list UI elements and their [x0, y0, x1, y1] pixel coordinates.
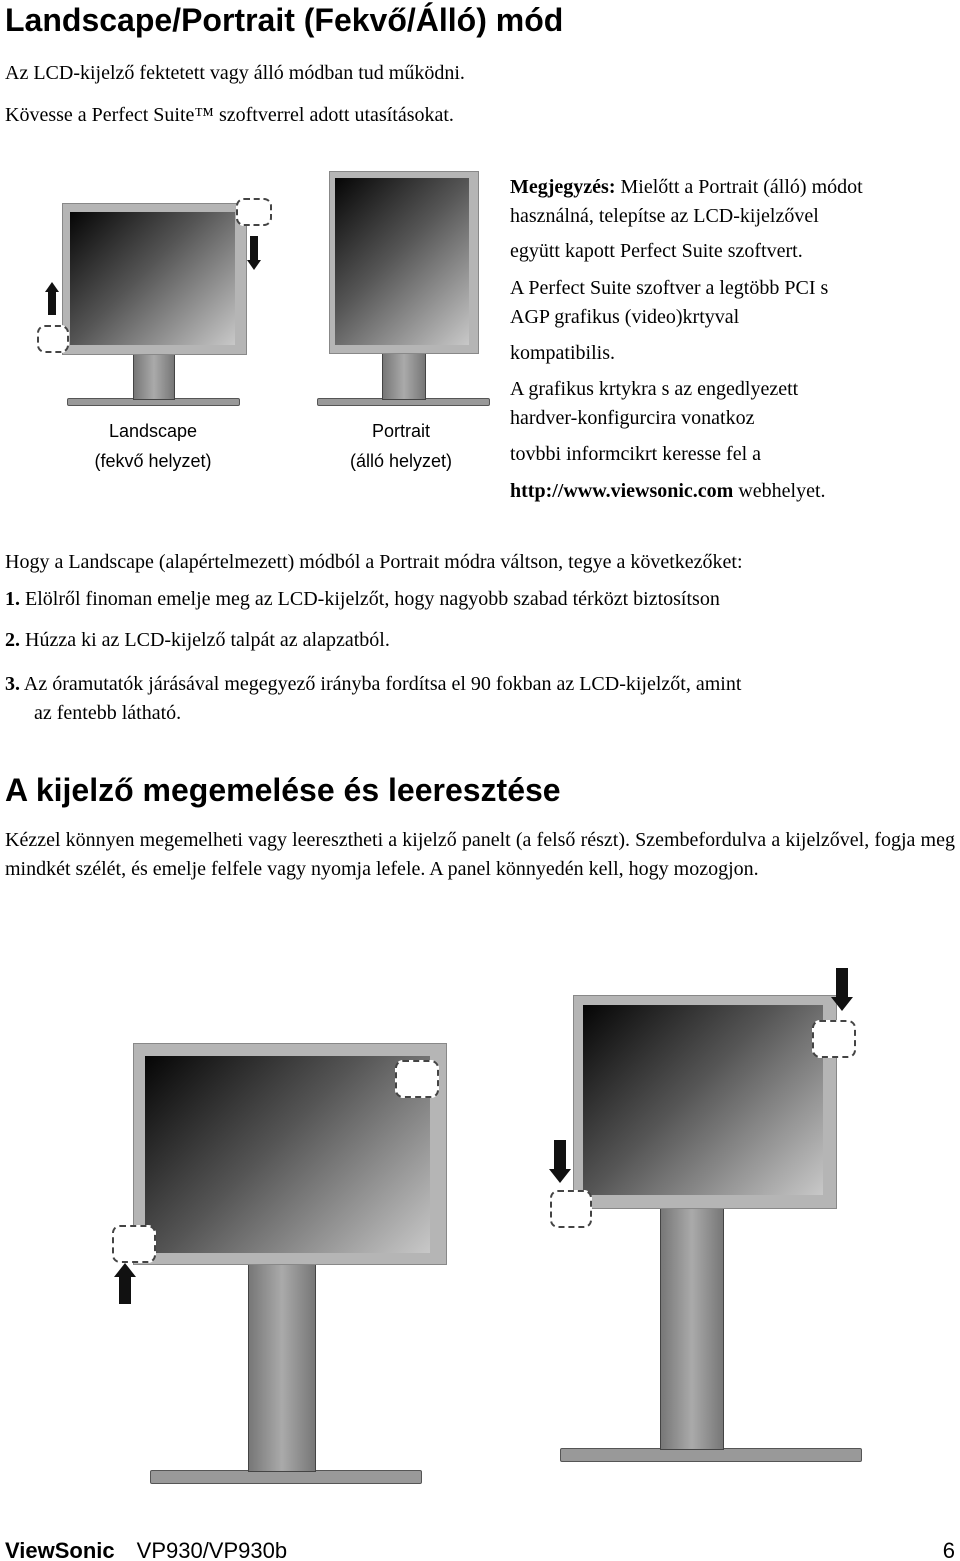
note-line: használná, telepítse az LCD-kijelzővel [510, 205, 819, 227]
arrow-down-icon [549, 1169, 571, 1183]
note-line: tovbbi informcikrt keresse fel a [510, 443, 762, 465]
arrow-up-icon [114, 1263, 136, 1277]
note-line: hardver-konfigurcira vonatkoz [510, 407, 755, 429]
hand-icon [812, 1020, 856, 1058]
step-text: Az óramutatók járásával megegyező irányba fordítsa el 90 fokban az LCD-kijelzőt, amint [20, 673, 742, 695]
note-line [510, 480, 826, 503]
note-line: kompatibilis. [510, 342, 615, 364]
hand-icon [236, 198, 272, 226]
steps-intro: Hogy a Landscape (alapértelmezett) módból a Portrait módra váltson, tegye a következőket: [5, 551, 743, 573]
hand-icon [37, 325, 69, 353]
note-line: A Perfect Suite szoftver a legtöbb PCI s [510, 277, 829, 299]
step-item [5, 673, 741, 696]
step-text: Elölről finoman emelje meg az LCD-kijelzőt, hogy nagyobb szabad térközt biztosítson [20, 588, 720, 610]
hand-icon [112, 1225, 156, 1263]
note-line: A grafikus krtykra s az engedlyezett [510, 378, 799, 400]
footer [5, 1538, 287, 1561]
step-number: 3. [5, 673, 20, 695]
note-label: Megjegyzés: [510, 176, 616, 198]
note-line: együtt kapott Perfect Suite szoftvert. [510, 240, 803, 262]
note-text: Mielőtt a Portrait (álló) módot [615, 176, 863, 198]
section-paragraph: Kézzel könnyen megemelheti vagy leeresztheti a kijelző panelt (a felső részt). Szembefordulva a kijelzővel, fogja meg mindkét szélét, és emelje felfele vagy nyomja lefele. A panel könnyedén kell, hogy mozogjon. [5, 829, 955, 880]
step-text-continued: az fentebb látható. [34, 702, 182, 724]
step-number: 2. [5, 629, 20, 651]
page-number: 6 [942, 1538, 955, 1561]
hand-icon [395, 1060, 439, 1098]
note-line [510, 176, 863, 199]
viewsonic-link[interactable]: http://www.viewsonic.com [510, 480, 734, 502]
arrow-down-icon [831, 997, 853, 1011]
intro-line: Kövesse a Perfect Suite™ szoftverrel adott utasításokat. [5, 104, 454, 126]
note-line: AGP grafikus (video)krtyval [510, 306, 740, 328]
note-text: webhelyet. [733, 480, 826, 502]
portrait-label: Portrait [371, 421, 431, 441]
landscape-label: Landscape [108, 421, 198, 441]
section-title: Landscape/Portrait (Fekvő/Álló) mód [5, 2, 564, 38]
footer-model: VP930/VP930b [136, 1538, 288, 1561]
hand-icon [550, 1190, 592, 1228]
footer-brand: ViewSonic [5, 1538, 115, 1561]
step-number: 1. [5, 588, 20, 610]
step-item [5, 629, 390, 652]
intro-line: Az LCD-kijelző fektetett vagy álló módban tud működni. [5, 62, 465, 84]
arrow-down-icon [247, 260, 261, 270]
section-title: A kijelző megemelése és leeresztése [5, 772, 561, 808]
step-text: Húzza ki az LCD-kijelző talpát az alapzatból. [20, 629, 390, 651]
step-item [5, 588, 720, 611]
landscape-sublabel: (fekvő helyzet) [94, 451, 212, 471]
portrait-sublabel: (álló helyzet) [349, 451, 453, 471]
